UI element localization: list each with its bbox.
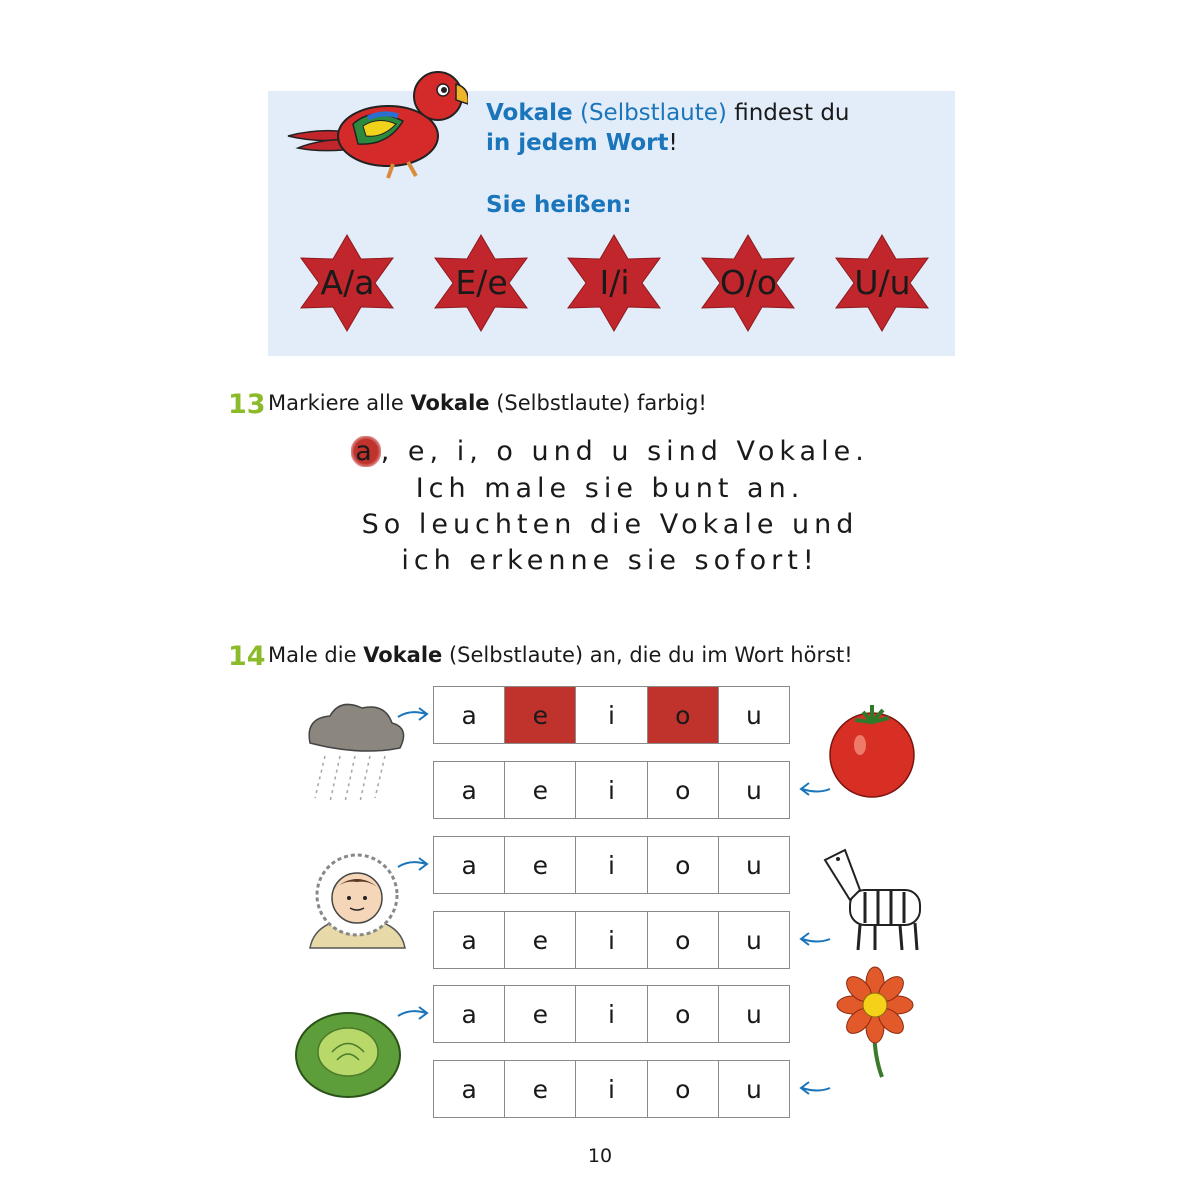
vowel-star-a	[295, 233, 400, 333]
arrow-left-icon	[796, 780, 832, 800]
vowel-cell-e[interactable]: e	[505, 986, 576, 1042]
vowel-grid-row	[433, 761, 790, 819]
vowel-cell-i[interactable]: i	[576, 986, 647, 1042]
vowel-cell-a[interactable]: a	[434, 986, 505, 1042]
instruction-text: (Selbstlaute) an, die du im Wort hörst!	[442, 643, 853, 667]
instruction-text: (Selbstlaute) farbig!	[489, 391, 707, 415]
vowel-grid-row	[433, 911, 790, 969]
vowel-star-i	[562, 233, 667, 333]
tomato-picture	[825, 700, 920, 800]
vowel-label: A/a	[320, 263, 375, 302]
poem-line-4: ich erkenne sie sofort!	[401, 545, 819, 576]
zebra-picture	[820, 845, 930, 955]
instruction-text: Male die	[268, 643, 364, 667]
in-jedem-wort-term: in jedem Wort	[486, 130, 669, 156]
vokale-term: Vokale	[486, 100, 573, 126]
poem-line-2: Ich male sie bunt an.	[415, 473, 805, 504]
vowel-cell-i[interactable]: i	[576, 1061, 647, 1117]
vowel-cell-o[interactable]: o	[648, 687, 719, 743]
arrow-left-icon	[796, 1079, 832, 1099]
poem-line-3: So leuchten die Vokale und	[361, 509, 859, 540]
vowel-label: E/e	[455, 263, 508, 302]
vowel-cell-a[interactable]: a	[434, 912, 505, 968]
vowel-star-u	[830, 233, 935, 333]
vowel-star-o	[696, 233, 801, 333]
vowel-grid-row	[433, 686, 790, 744]
info-text: !	[668, 130, 678, 156]
vowel-cell-u[interactable]: u	[745, 775, 762, 805]
vowel-cell-a[interactable]: a	[434, 837, 505, 893]
vowel-label: O/o	[719, 263, 778, 302]
vowel-grid-row	[433, 1060, 790, 1118]
vowel-cell-e[interactable]: e	[505, 912, 576, 968]
vowel-label: U/u	[854, 263, 911, 302]
poem-text: , e, i, o und u sind Vokale.	[380, 436, 869, 467]
vowel-cell-o[interactable]: o	[648, 1061, 719, 1117]
vowel-cell-a[interactable]: a	[434, 762, 505, 818]
vowel-cell-u[interactable]: u	[745, 700, 762, 730]
sie-heissen-label: Sie heißen:	[486, 192, 632, 218]
vowel-cell-e[interactable]: e	[505, 687, 576, 743]
task-instruction	[268, 643, 853, 667]
vowel-cell-a[interactable]: a	[434, 687, 505, 743]
eskimo-picture	[305, 850, 410, 950]
vowel-cell-i[interactable]: i	[576, 912, 647, 968]
vowel-grid-row	[433, 985, 790, 1043]
vowel-cell-o[interactable]: o	[648, 912, 719, 968]
flower-picture	[830, 965, 920, 1080]
vowel-cell-o[interactable]: o	[648, 986, 719, 1042]
page-number: 10	[587, 1145, 613, 1167]
vowel-star-e	[429, 233, 534, 333]
arrow-left-icon	[796, 930, 832, 950]
vowel-cell-e[interactable]: e	[505, 1061, 576, 1117]
task-number: 13	[228, 389, 266, 420]
vowel-cell-e[interactable]: e	[505, 762, 576, 818]
poem-line-1	[300, 436, 920, 467]
info-text: findest du	[726, 100, 850, 126]
vowel-cell-a[interactable]: a	[434, 1061, 505, 1117]
vowel-cell-o[interactable]: o	[648, 762, 719, 818]
vowel-cell-u[interactable]: u	[745, 850, 762, 880]
info-line-2	[486, 128, 678, 158]
highlighted-letter[interactable]: a	[351, 436, 381, 467]
arrow-right-icon	[396, 855, 432, 875]
vowel-info-box	[268, 91, 955, 356]
rain-cloud-picture	[300, 698, 410, 808]
instruction-bold: Vokale	[363, 643, 443, 667]
instruction-bold: Vokale	[410, 391, 490, 415]
vowel-cell-u[interactable]: u	[745, 925, 762, 955]
info-line-1	[486, 98, 850, 128]
selbstlaute-term: (Selbstlaute)	[572, 100, 727, 126]
arrow-right-icon	[396, 705, 432, 725]
vowel-cell-u[interactable]: u	[745, 999, 762, 1029]
instruction-text: Markiere alle	[268, 391, 411, 415]
task-number: 14	[228, 641, 266, 672]
arrow-right-icon	[396, 1004, 432, 1024]
vowel-cell-u[interactable]: u	[745, 1074, 762, 1104]
parrot-illustration	[278, 66, 468, 191]
vowel-cell-i[interactable]: i	[576, 687, 647, 743]
vowel-label: I/i	[599, 263, 630, 302]
vowel-cell-i[interactable]: i	[576, 837, 647, 893]
vowel-cell-o[interactable]: o	[648, 837, 719, 893]
vowel-cell-i[interactable]: i	[576, 762, 647, 818]
vowel-grid-row	[433, 836, 790, 894]
task-instruction	[268, 391, 707, 415]
cabbage-picture	[292, 1000, 404, 1100]
vowel-cell-e[interactable]: e	[505, 837, 576, 893]
